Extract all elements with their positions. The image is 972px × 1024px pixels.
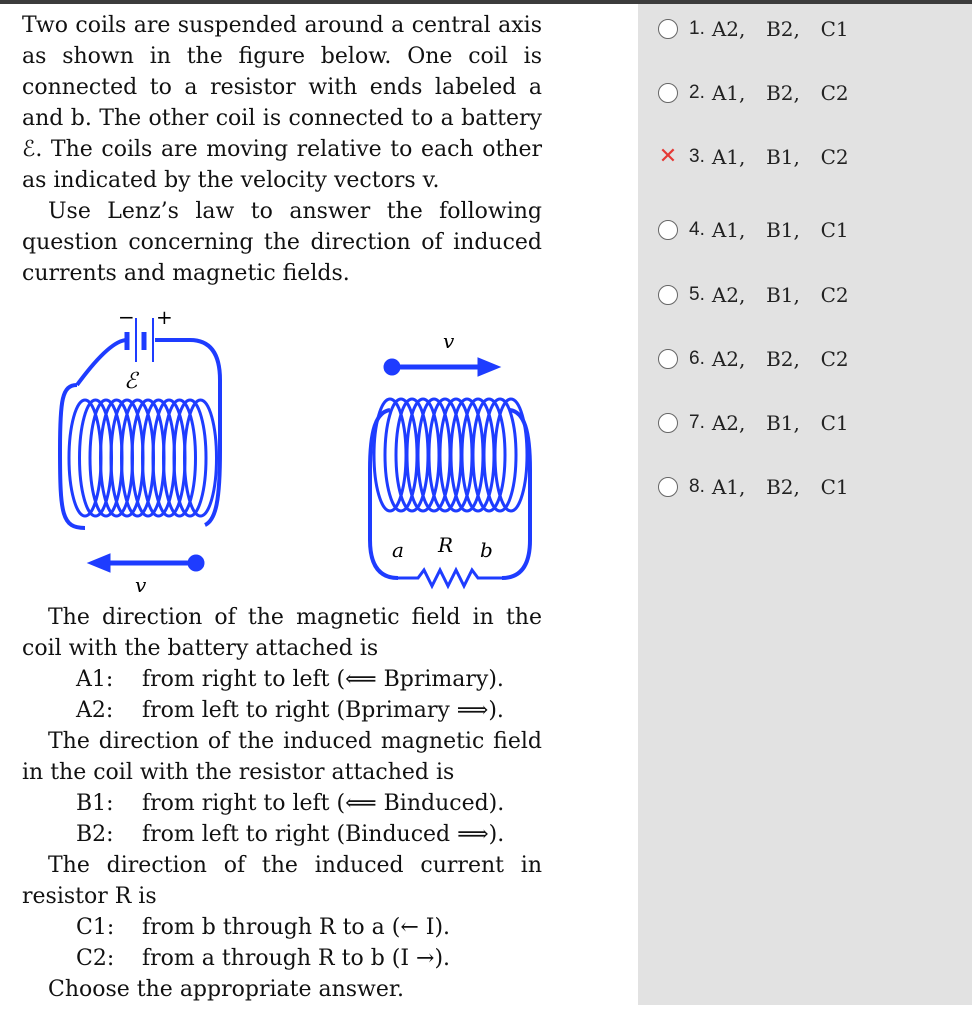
radio-icon[interactable] <box>658 19 678 39</box>
answer-text: A2, B1, C1 <box>711 411 849 435</box>
resistor-label: R <box>438 533 454 557</box>
option-b1: B1: from right to left (⟸ Binduced). <box>76 791 505 816</box>
answer-option-3[interactable] <box>658 142 849 172</box>
answer-panel <box>638 4 972 1005</box>
question-intro: Two coils are suspended around a central axis as shown in the figure below. One coil is connected to a resistor with ends labeled a and b. The other coil is connected to a battery ℰ. The coils are moving relative to each other as indicated by the velocity vectors v. <box>22 13 542 193</box>
answer-number: 7. <box>689 412 705 433</box>
radio-icon[interactable] <box>658 413 678 433</box>
answer-text: A2, B2, C2 <box>711 347 849 371</box>
question-instruction: Use Lenz’s law to answer the following question concerning the direction of induced currents and magnetic fields. <box>22 199 542 286</box>
answer-option-2[interactable] <box>658 78 849 108</box>
answer-text: A1, B2, C1 <box>711 475 849 499</box>
answer-option-4[interactable] <box>658 215 849 245</box>
answer-text: A2, B2, C1 <box>711 17 849 41</box>
radio-icon[interactable] <box>658 83 678 103</box>
part-a-prompt: The direction of the magnetic field in the coil with the battery attached is <box>22 605 542 661</box>
radio-icon[interactable] <box>658 477 678 497</box>
velocity-label-left: v <box>135 573 147 597</box>
answer-number: 6. <box>689 348 705 369</box>
answer-option-1[interactable] <box>658 14 849 44</box>
coils-figure <box>40 300 560 605</box>
answer-text: A1, B1, C2 <box>711 145 849 169</box>
radio-icon[interactable] <box>658 349 678 369</box>
answer-number: 1. <box>689 18 705 39</box>
answer-number: 3. <box>689 146 705 167</box>
answer-text: A2, B1, C2 <box>711 283 849 307</box>
closing-instruction: Choose the appropriate answer. <box>48 977 404 1002</box>
option-b2: B2: from left to right (Binduced ⟹). <box>76 822 505 847</box>
answer-text: A1, B1, C1 <box>711 218 849 242</box>
radio-icon[interactable] <box>658 220 678 240</box>
option-a1: A1: from right to left (⟸ Bprimary). <box>76 667 504 692</box>
wrong-answer-icon: ✕ <box>658 144 678 169</box>
question-parts <box>22 602 542 1005</box>
answer-number: 8. <box>689 476 705 497</box>
part-b-prompt: The direction of the induced magnetic field in the coil with the resistor attached is <box>22 729 542 785</box>
answer-option-8[interactable] <box>658 472 849 502</box>
resistor-end-a: a <box>392 538 404 562</box>
radio-icon[interactable] <box>658 285 678 305</box>
part-c-prompt: The direction of the induced current in resistor R is <box>22 853 542 909</box>
resistor-end-b: b <box>480 538 493 562</box>
battery-minus-label: − <box>118 305 135 329</box>
answer-text: A1, B2, C2 <box>711 81 849 105</box>
battery-plus-label: + <box>156 305 173 329</box>
option-c2: C2: from a through R to b (I →). <box>76 946 451 971</box>
primary-coil <box>60 340 220 528</box>
answer-option-6[interactable] <box>658 344 849 374</box>
velocity-arrow-left <box>88 554 204 572</box>
answer-option-7[interactable] <box>658 408 849 438</box>
option-a2: A2: from left to right (Bprimary ⟹). <box>76 698 504 723</box>
answer-option-5[interactable] <box>658 280 849 310</box>
answer-number: 5. <box>689 284 705 305</box>
option-c1: C1: from b through R to a (← I). <box>76 915 451 940</box>
answer-number: 2. <box>689 82 705 103</box>
question-text <box>22 10 542 289</box>
velocity-arrow-right <box>384 358 500 376</box>
velocity-label-right: v <box>443 329 455 353</box>
resistor-icon <box>398 570 502 586</box>
emf-label: ℰ <box>124 369 138 394</box>
answer-number: 4. <box>689 219 705 240</box>
